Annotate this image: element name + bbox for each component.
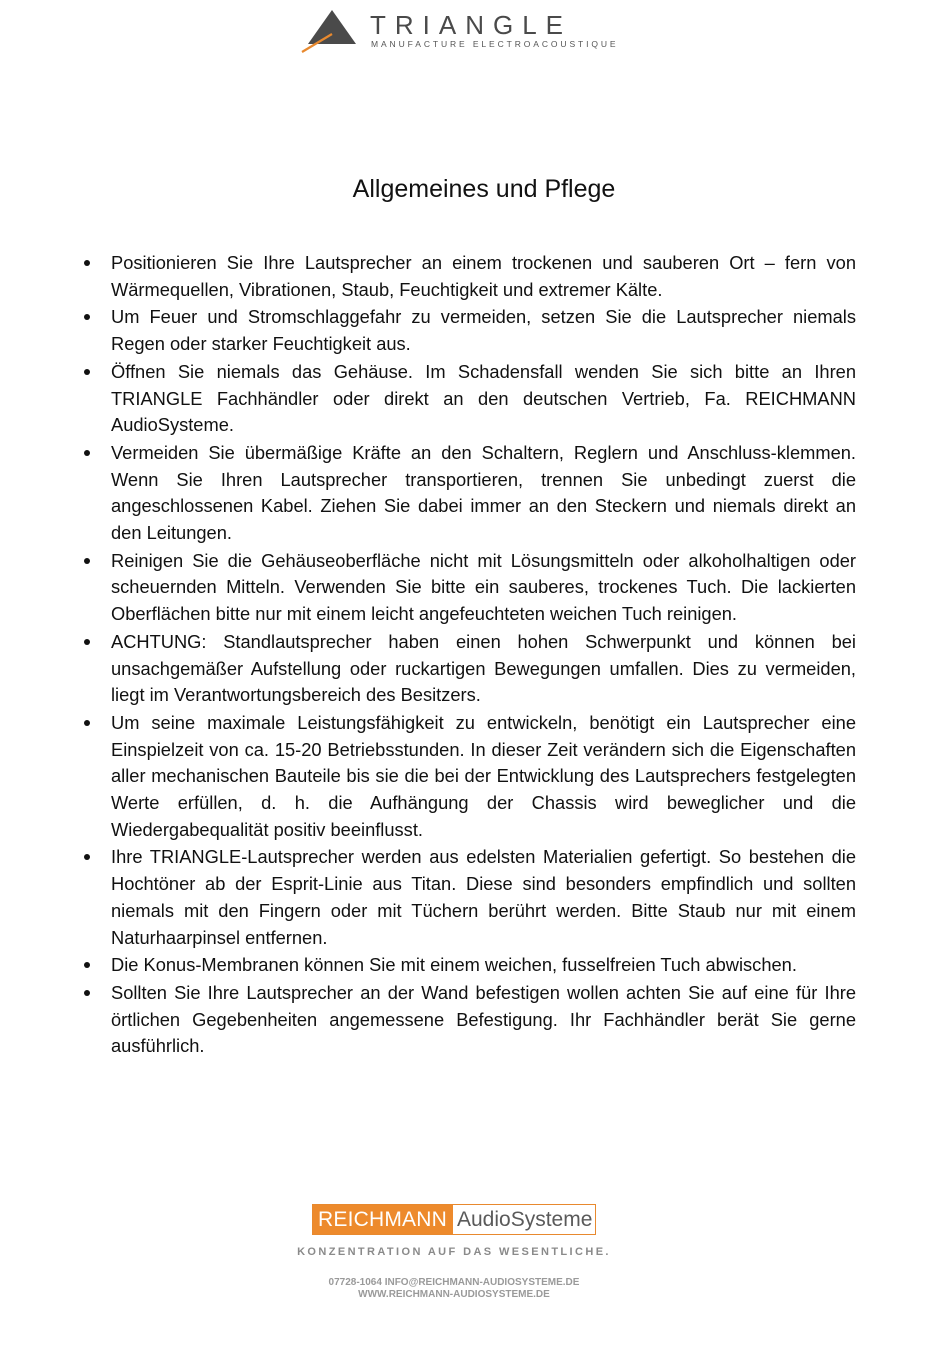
- list-item: Die Konus-Membranen können Sie mit einem weichen, fusselfreien Tuch abwischen.: [111, 952, 856, 979]
- list-item: Vermeiden Sie übermäßige Kräfte an den Schaltern, Reglern und Anschluss-klemmen. Wenn Sie Ihren Lautsprecher transportieren, trennen Sie unbedingt zuerst die angeschlossenen Kabel. Ziehen Sie dabei immer an den Steckern und niemals direkt an den Leitungen.: [111, 440, 856, 547]
- reichmann-logo: [312, 1204, 596, 1235]
- triangle-logo: [300, 6, 620, 56]
- reichmann-logo-suffix: AudioSysteme: [456, 1208, 593, 1231]
- brand-name: TRIANGLE: [370, 10, 573, 40]
- list-item: Reinigen Sie die Gehäuseoberfläche nicht mit Lösungsmitteln oder alkoholhaltigen oder scheuernden Mitteln. Verwenden Sie bitte ein sauberes, trockenes Tuch. Die lackierten Oberflächen bitte nur mit einem leicht angefeuchteten weichen Tuch reinigen.: [111, 548, 856, 628]
- list-item: Um Feuer und Stromschlaggefahr zu vermeiden, setzen Sie die Lautsprecher niemals Regen oder starker Feuchtigkeit aus.: [111, 304, 856, 357]
- footer-contact-phone-email: 07728-1064 INFO@REICHMANN-AUDIOSYSTEME.DE: [328, 1277, 580, 1288]
- triangle-logo-icon: [300, 6, 360, 56]
- reichmann-logo-name: REICHMANN: [313, 1205, 453, 1234]
- care-instructions-list: [111, 250, 856, 1061]
- list-item: Positionieren Sie Ihre Lautsprecher an einem trockenen und sauberen Ort – fern von Wärmequellen, Vibrationen, Staub, Feuchtigkeit und extremer Kälte.: [111, 250, 856, 303]
- brand-tagline: MANUFACTURE ELECTROACOUSTIQUE: [371, 39, 619, 49]
- footer-slogan: KONZENTRATION AUF DAS WESENTLICHE.: [297, 1246, 611, 1258]
- footer-contact-website: WWW.REICHMANN-AUDIOSYSTEME.DE: [358, 1289, 550, 1300]
- list-item: Um seine maximale Leistungsfähigkeit zu entwickeln, benötigt ein Lautsprecher eine Einspielzeit von ca. 15-20 Betriebsstunden. In dieser Zeit verändern sich die Eigenschaften aller mechanischen Bauteile bis sie die bei der Entwicklung des Lautsprechers festgelegten Werte erfüllen, d. h. die Aufhängung der Chassis wird beweglicher und die Wiedergabequalität positiv beeinflusst.: [111, 710, 856, 844]
- list-item: Öffnen Sie niemals das Gehäuse. Im Schadensfall wenden Sie sich bitte an Ihren TRIANGLE Fachhändler oder direkt an den deutschen Vertrieb, Fa. REICHMANN AudioSysteme.: [111, 359, 856, 439]
- page-title: Allgemeines und Pflege: [352, 175, 616, 203]
- list-item: ACHTUNG: Standlautsprecher haben einen hohen Schwerpunkt und können bei unsachgemäßer Aufstellung oder ruckartigen Bewegungen umfallen. Dies zu vermeiden, liegt im Verantwortungsbereich des Besitzers.: [111, 629, 856, 709]
- list-item: Sollten Sie Ihre Lautsprecher an der Wand befestigen wollen achten Sie auf eine für Ihre örtlichen Gegebenheiten angemessene Befestigung. Ihr Fachhändler berät Sie gerne ausführlich.: [111, 980, 856, 1060]
- list-item: Ihre TRIANGLE-Lautsprecher werden aus edelsten Materialien gefertigt. So bestehen die Hochtöner ab der Esprit-Linie aus Titan. Diese sind besonders empfindlich und sollten niemals mit den Fingern oder mit Tüchern berührt werden. Bitte Staub nur mit einem Naturhaarpinsel entfernen.: [111, 844, 856, 951]
